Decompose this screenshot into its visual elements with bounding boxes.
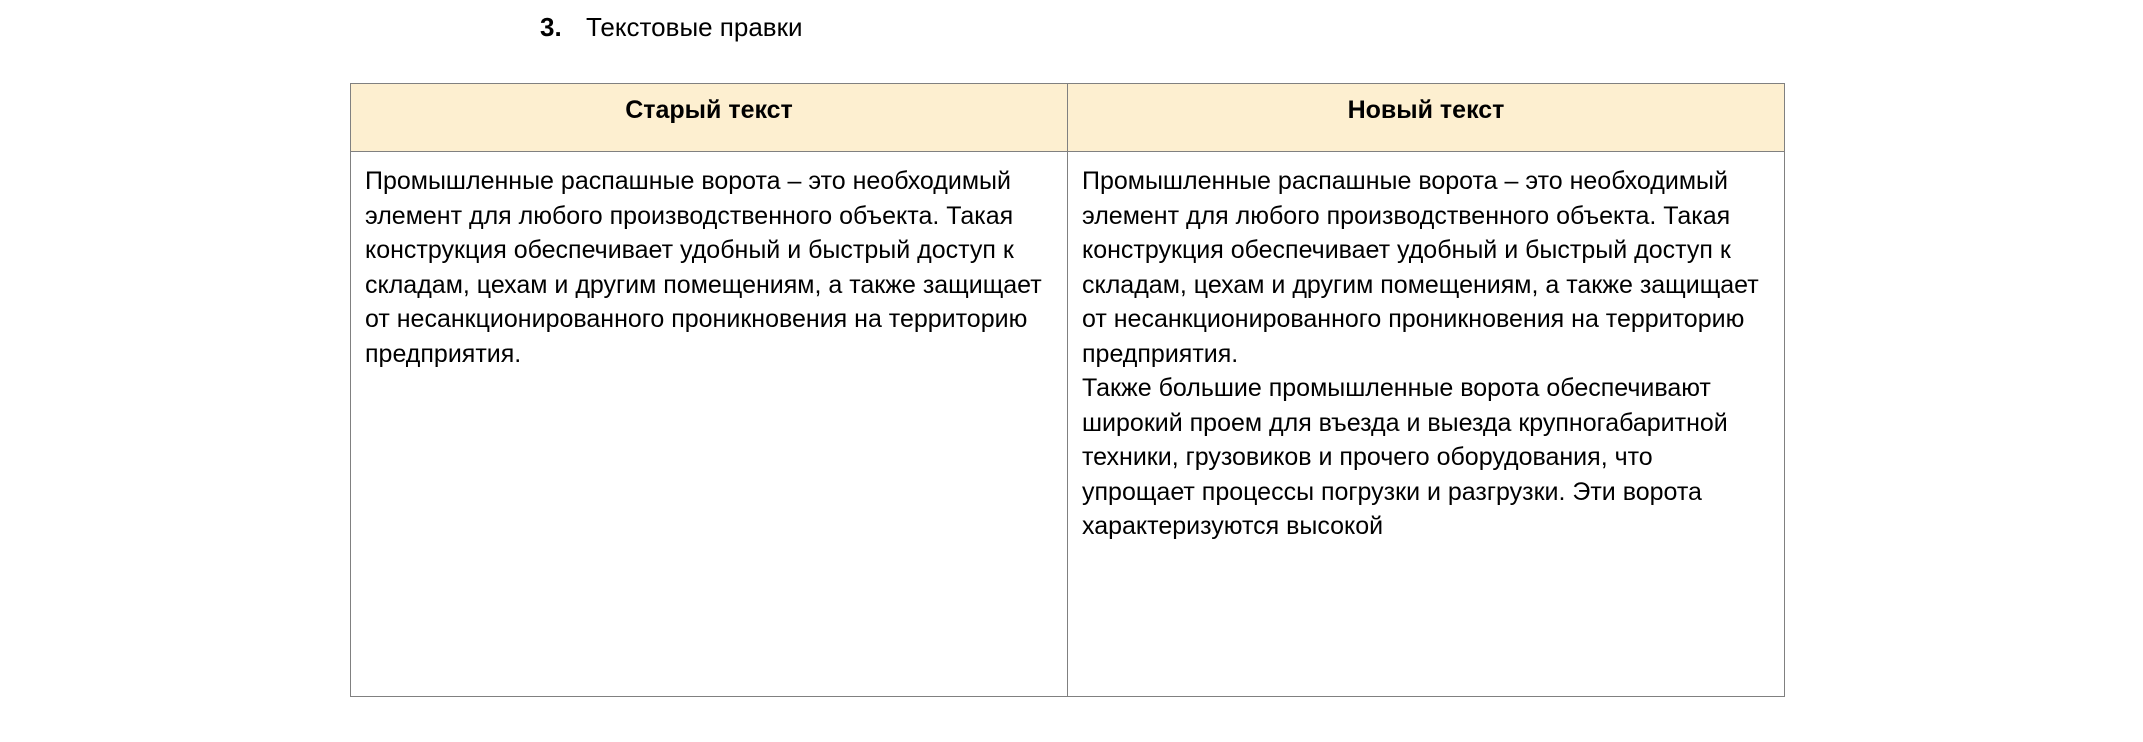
column-header-new-text: Новый текст [1068,84,1785,152]
text-edits-table-wrapper [350,83,1785,697]
old-text-paragraph-1: Промышленные распашные ворота – это необходимый элемент для любого производственного объекта. Такая конструкция обеспечивает удобный и быстрый доступ к складам, цехам и другим помещениям, а также защищает от несанкционированного проникновения на территорию предприятия. [365,167,1042,368]
new-text-paragraph-1: Промышленные распашные ворота – это необходимый элемент для любого производственного объекта. Такая конструкция обеспечивает удобный и быстрый доступ к складам, цехам и другим помещениям, а также защищает от несанкционированного проникновения на территорию предприятия. [1082,167,1759,368]
cell-new-text [1068,152,1785,697]
table-header-row [351,84,1785,152]
section-heading-number: 3. [540,12,562,42]
cell-old-text [351,152,1068,697]
text-edits-table [350,83,1785,697]
section-heading-text: Текстовые правки [586,12,803,42]
section-heading [540,12,803,43]
table-header [351,84,1785,152]
new-text-paragraph-2: Также большие промышленные ворота обеспечивают широкий проем для въезда и выезда крупногабаритной техники, грузовиков и прочего оборудования, что упрощает процессы погрузки и разгрузки. Эти ворота характеризуются высокой [1082,374,1728,540]
table-body [351,152,1785,697]
column-header-old-text: Старый текст [351,84,1068,152]
table-row [351,152,1785,697]
